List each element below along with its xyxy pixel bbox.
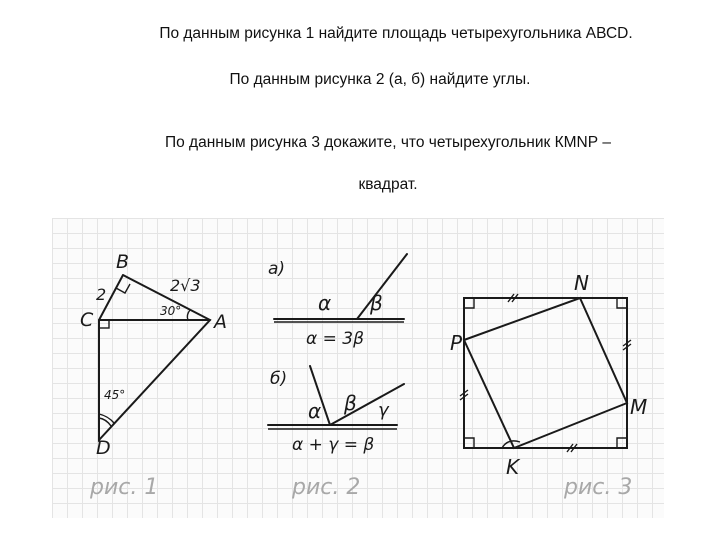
fig1-outline (99, 275, 210, 440)
fig1-angle-arc-a (187, 310, 190, 320)
fig3-caption: рис. 3 (564, 475, 633, 500)
task-3-text: По данным рисунка 3 докажите, что четырехугольник КМNР – (164, 134, 612, 151)
fig2a-beta: β (370, 291, 383, 315)
figure-sheet (52, 218, 664, 518)
figure-3 (450, 271, 647, 500)
fig1-label-c: C (80, 309, 94, 331)
task-3-text-continued: квадрат. (358, 176, 418, 193)
fig1-caption: рис. 1 (90, 475, 159, 500)
fig1-angle-d: 45° (104, 388, 126, 402)
fig1-side-cb: 2 (96, 285, 107, 304)
figures-drawing (52, 218, 664, 518)
fig1-label-b: B (116, 251, 130, 273)
fig3-right-angle-tr (617, 298, 627, 308)
fig2-caption: рис. 2 (292, 475, 361, 500)
fig1-label-d: D (96, 437, 111, 459)
fig2-part-a-label: а) (268, 259, 286, 279)
fig1-label-a: A (214, 311, 227, 333)
fig2a-alpha: α (318, 291, 332, 315)
fig1-side-ba: 2√3 (170, 276, 201, 295)
fig1-angle-a: 30° (160, 304, 182, 318)
fig2b-equation: α + γ = β (292, 435, 375, 455)
fig3-right-angle-tl (464, 298, 474, 308)
fig2b-ray-right (330, 384, 404, 425)
fig3-label-n: N (574, 271, 589, 295)
fig2b-alpha: α (308, 399, 322, 423)
fig2a-equation: α = 3β (306, 329, 364, 349)
fig2b-beta: β (344, 391, 357, 415)
task-1-text: По данным рисунка 1 найдите площадь четырехугольника АВСD. (159, 25, 633, 42)
task-2-text: По данным рисунка 2 (а, б) найдите углы. (229, 71, 531, 88)
fig3-right-angle-br (617, 438, 627, 448)
fig2b-gamma: γ (378, 400, 389, 421)
fig3-right-angle-bl (464, 438, 474, 448)
fig3-label-p: P (450, 331, 463, 355)
figure-1 (80, 251, 227, 500)
fig3-outer-square (464, 298, 627, 448)
fig2-part-b-label: б) (270, 369, 288, 389)
figure-2 (268, 254, 407, 500)
fig3-label-k: K (506, 455, 520, 479)
fig3-label-m: M (630, 395, 648, 419)
fig3-inner-quadrilateral (464, 298, 627, 448)
fig1-right-angle-c (99, 320, 109, 328)
